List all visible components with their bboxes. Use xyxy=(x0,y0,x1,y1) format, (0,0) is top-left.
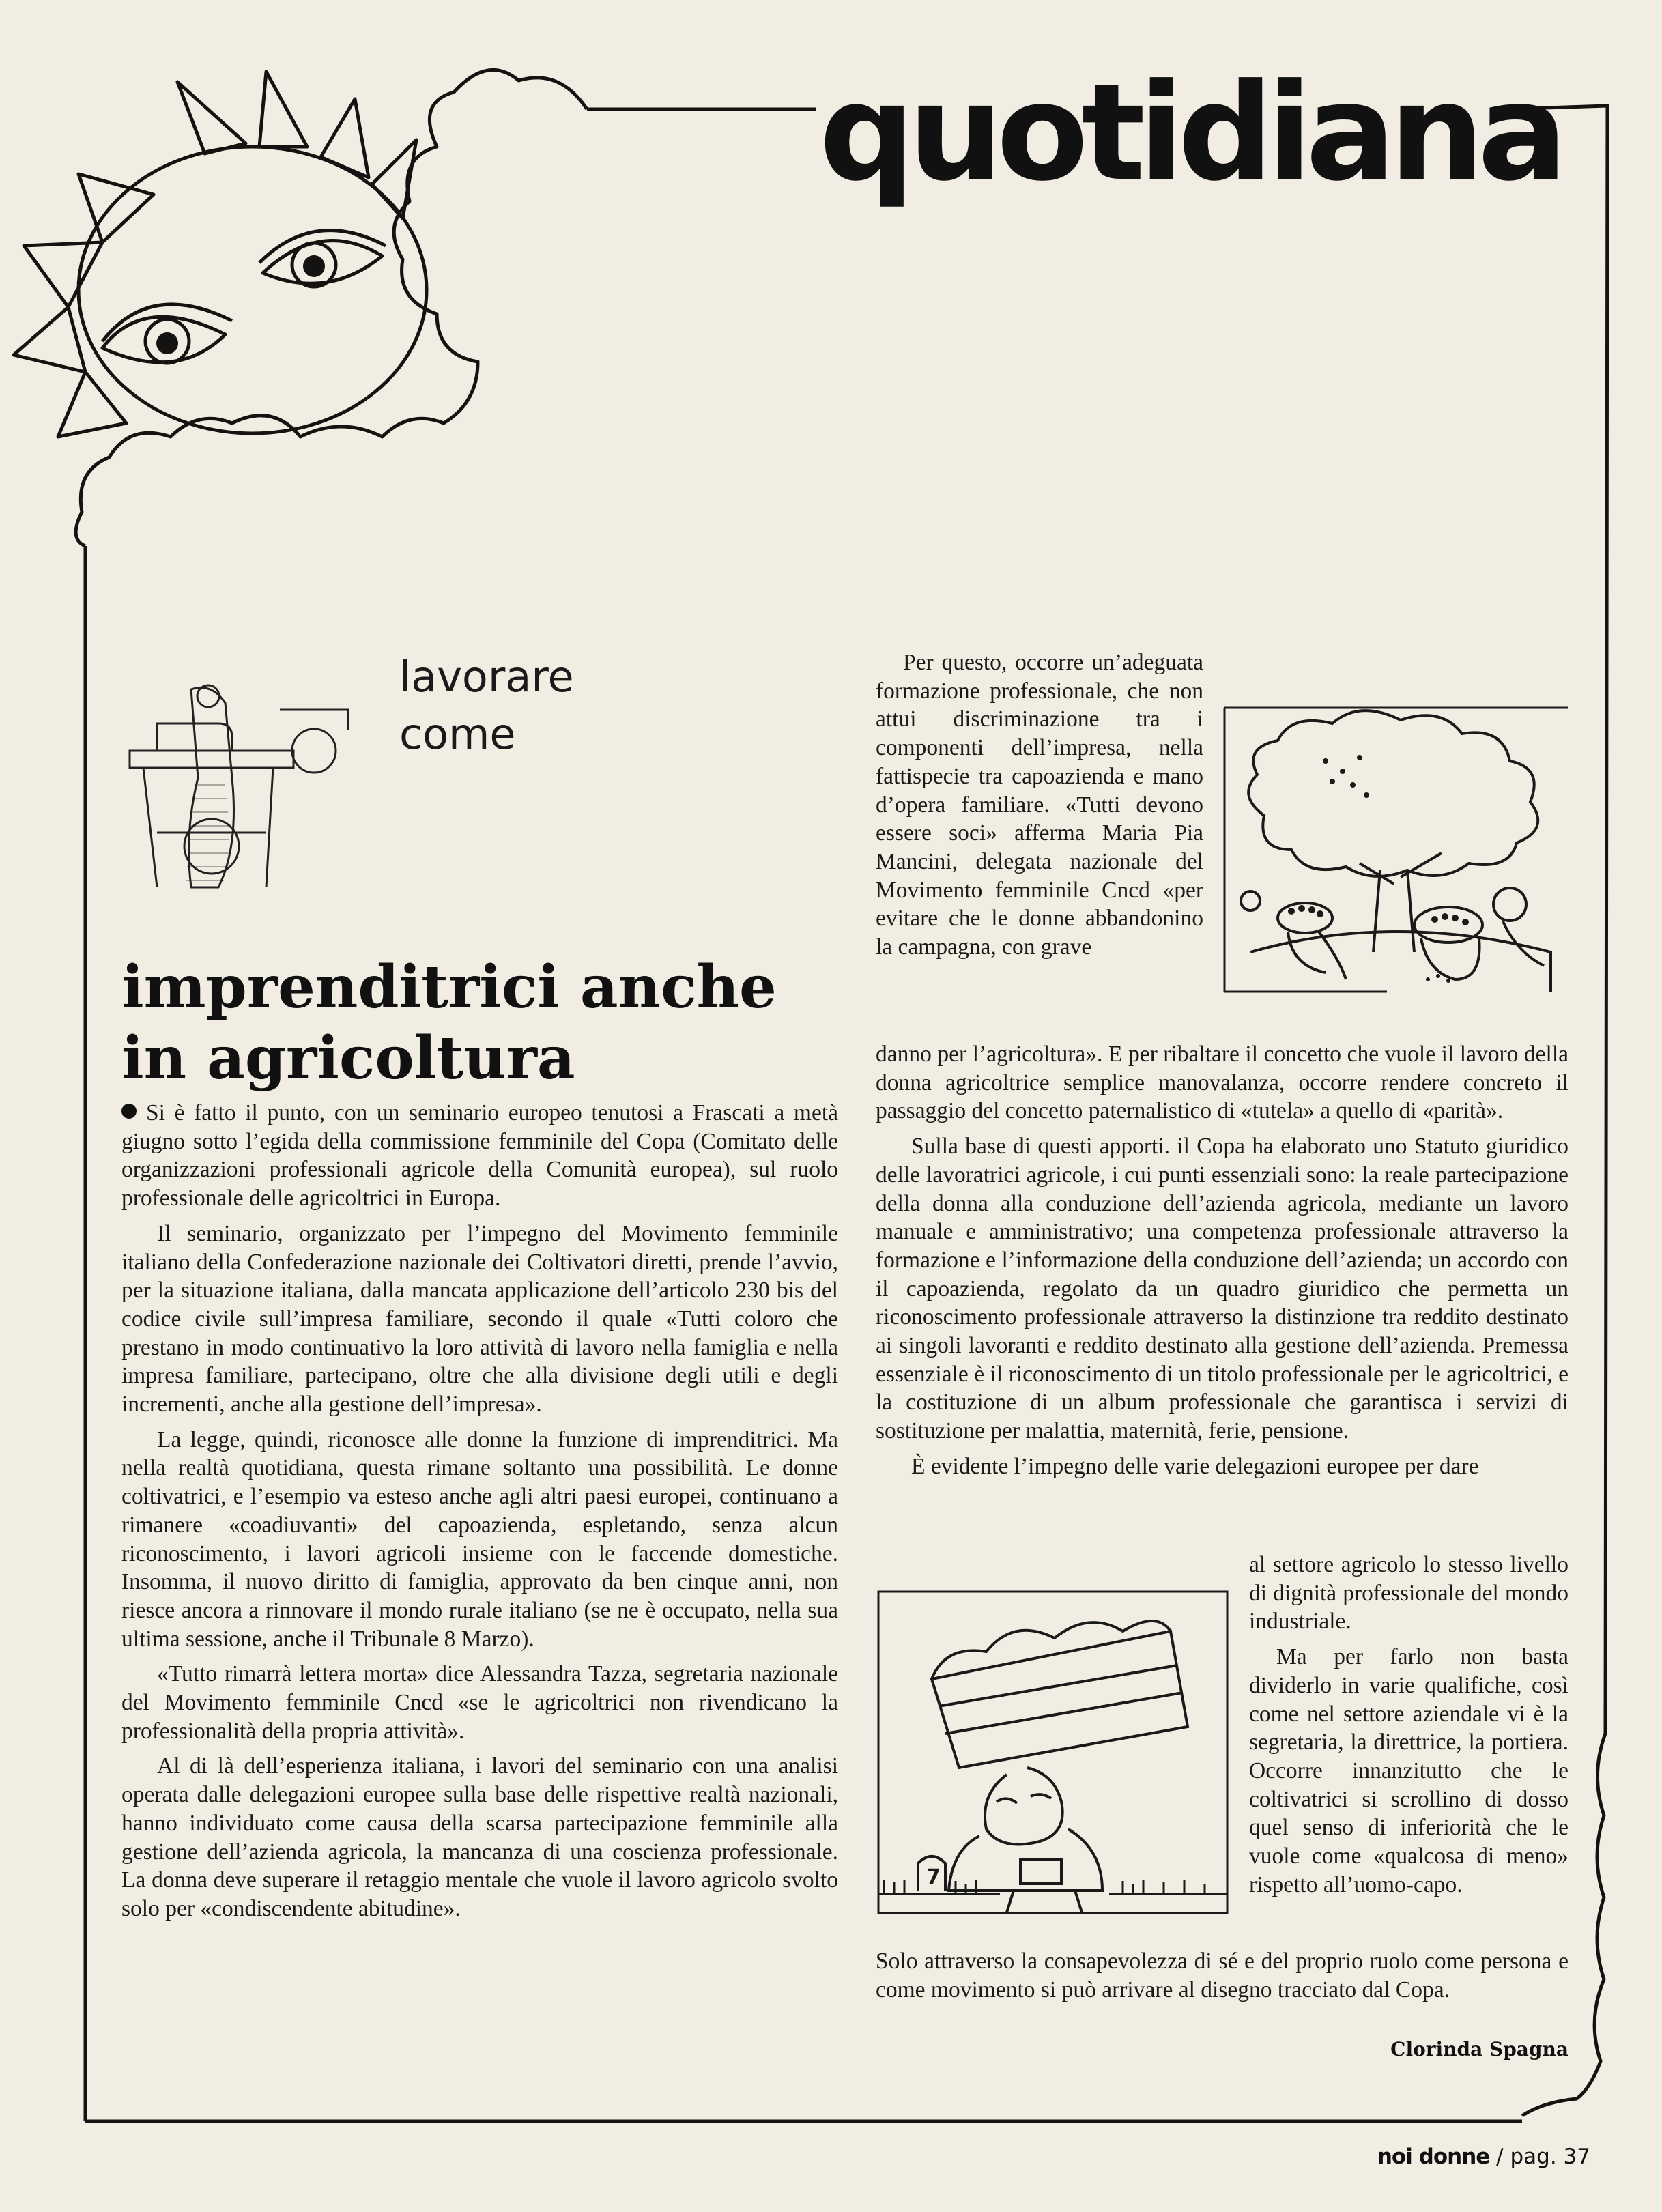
paragraph: Al di là dell’esperienza italiana, i lavori del seminario con una analisi operata dalle delegazioni europee sulla base delle rispettive realtà nazionali, hanno individuato come causa della scarsa partecipazione femminile alla gestione dell’azienda agricola, la mancanza di una coscienza professionale. La donna deve superare il retaggio mentale che vuole il lavoro agricolo svolto solo per «condiscendente abitudine». xyxy=(121,1753,838,1921)
article-right-column xyxy=(876,1040,1568,1488)
paragraph: La legge, quindi, riconosce alle donne la funzione di imprenditrici. Ma nella realtà quotidiana, questa rimane soltanto una possibilità. Le donne coltivatrici, e l’esempio va esteso anche agli altri paesi europei, continuano a rimanere «coadiuvanti» del capoazienda, espletando, senza alcun riconoscimento, i lavori agricoli insieme con le faccende domestiche. Insomma, il nuovo diritto di famiglia, approvato da ben cinque anni, non riesce ancora a rinnovare il mondo rurale italiano (se ne è occupato, nella sua ultima sessione, anche il Tribunale 8 Marzo). xyxy=(121,1426,838,1652)
paragraph: al settore agricolo lo stesso livello di dignità professionale del mondo industriale. xyxy=(1249,1552,1568,1635)
article-left-column xyxy=(121,1099,838,1930)
paragraph: Per questo, occorre un’adeguata formazione professionale, che non attui discriminazione tra i componenti dell’impresa, nella fattispecie tra capoazienda e mano d’opera familiare. «Tutti devono essere soci» afferma Maria Pia Mancini, delegata nazionale del Movimento femminile Cncd «per evitare che le donne abbandonino la campagna, con grave xyxy=(876,650,1203,960)
footer-separator: / xyxy=(1496,2144,1510,2169)
article-kicker xyxy=(399,648,574,763)
page-label: pag. xyxy=(1510,2144,1557,2169)
woman-carrying-crate-illustration xyxy=(877,1590,1229,1914)
harvest-tree-illustration xyxy=(1223,706,1568,993)
paragraph: Si è fatto il punto, con un seminario europeo tenutosi a Frascati a metà giugno sotto l’egida della commissione femminile del Copa (Comitato delle organizzazioni professionali agricole della Comunità europea), sul ruolo professionale delle agricoltrici in Europa. xyxy=(121,1100,838,1211)
kicker-line: come xyxy=(399,709,516,759)
article-right-end xyxy=(876,1947,1568,2011)
magazine-brand: noi donne xyxy=(1377,2144,1490,2169)
section-masthead: quotidiana xyxy=(819,55,1561,211)
paragraph: «Tutto rimarrà lettera morta» dice Alessandra Tazza, segretaria nazionale del Movimento femminile Cncd «se le agricoltrici non rivendicano la professionalità della propria attività». xyxy=(121,1661,838,1744)
sewing-machine-illustration xyxy=(116,683,369,901)
paragraph: Solo attraverso la consapevolezza di sé e del proprio ruolo come persona e come movimento si può arrivare al disegno tracciato dal Copa. xyxy=(876,1949,1568,2002)
headline-line: in agricoltura xyxy=(121,1024,575,1093)
headline-line: imprenditrici anche xyxy=(121,953,777,1022)
paragraph: Il seminario, organizzato per l’impegno del Movimento femminile italiano della Confederazione nazionale dei Coltivatori diretti, prende l’avvio, per la situazione italiana, dalla mancata applicazione dell’articolo 230 bis del codice civile sull’impresa familiare, secondo il quale «Tutti coloro che prestano in modo continuativo la loro attività di lavoro nella famiglia e nella impresa familiare, partecipano, oltre che alla divisione degli utili e degli incrementi, anche alla gestione dell’impresa». xyxy=(121,1220,838,1418)
page-footer xyxy=(1331,2144,1590,2169)
paragraph: Ma per farlo non basta dividerlo in varie qualifiche, così come nel settore aziendale vi è la segretaria, la direttrice, la portiera. Occorre innanzitutto che le coltivatrici si scrollino di dosso quel senso di inferiorità che le vuole come «qualcosa di meno» rispetto all’uomo-capo. xyxy=(1249,1644,1568,1897)
article-byline: Clorinda Spagna xyxy=(1390,2038,1568,2060)
article-right-narrow xyxy=(1249,1551,1568,1906)
paragraph: danno per l’agricoltura». E per ribaltare il concetto che vuole il lavoro della donna agricoltrice semplice manovalanza, occorre rendere concreto il passaggio del concetto paternalistico di «tutela» a quello di «parità». xyxy=(876,1042,1568,1124)
paragraph: Sulla base di questi apporti. il Copa ha elaborato uno Statuto giuridico delle lavoratrici agricole, i cui punti essenziali sono: la reale partecipazione della donna alla conduzione dell’azienda agricola, mediante un lavoro manuale e amministrativo; una competenza professionale attraverso la formazione e l’informazione della conduzione dell’azienda; un accordo con il capoazienda, regolato da un quadro giuridico che permetta un riconoscimento professionale attraverso la distinzione tra reddito destinato ai singoli lavoranti e reddito destinato alla gestione dell’azienda. Premessa essenziale è il riconoscimento di un titolo professionale per le agricoltrici, e la costituzione di un album professionale che garantisca i servizi di sostituzione per malattia, maternità, ferie, pensione. xyxy=(876,1134,1568,1444)
page-number: 37 xyxy=(1563,2144,1590,2169)
paragraph: È evidente l’impegno delle varie delegazioni europee per dare xyxy=(911,1453,1479,1479)
kicker-line: lavorare xyxy=(399,652,574,702)
article-right-top xyxy=(876,648,1203,968)
bullet-icon xyxy=(121,1104,137,1119)
box-number: 7 xyxy=(926,1865,941,1889)
article-headline xyxy=(121,952,838,1094)
